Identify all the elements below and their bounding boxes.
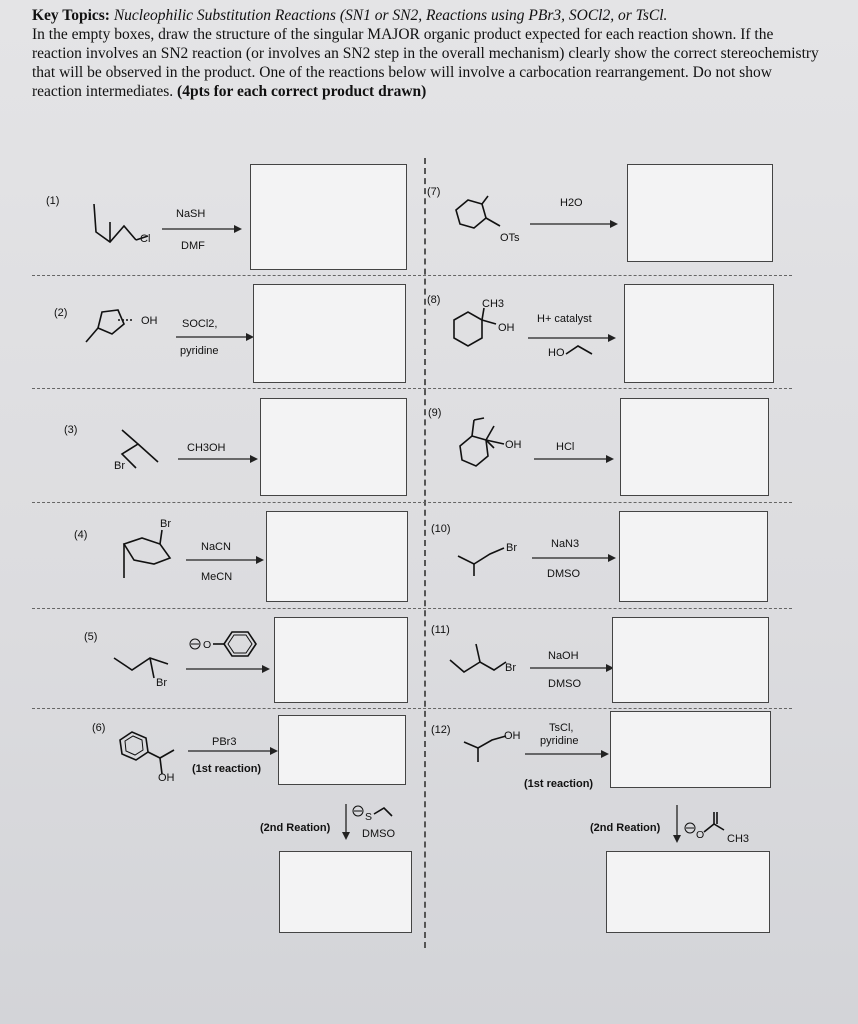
- reaction-11-reagent-top: NaOH: [548, 650, 579, 662]
- reaction-12-first-answer-box[interactable]: [610, 711, 771, 788]
- reaction-6-second-reagent: DMSO: [362, 828, 395, 840]
- reaction-1-reagent-bottom: DMF: [181, 240, 205, 252]
- reaction-9-reagent: HCl: [556, 441, 575, 453]
- reaction-7-arrow: [530, 219, 618, 229]
- reaction-1-arrow: [162, 224, 242, 234]
- reaction-6-reagent-top: PBr3: [212, 736, 237, 748]
- reaction-6-sulfur: S: [365, 811, 373, 823]
- reaction-8-arrow: [528, 333, 616, 343]
- reaction-11-answer-box[interactable]: [612, 617, 769, 703]
- reaction-3-bromide: Br: [114, 460, 125, 472]
- reaction-8-answer-box[interactable]: [624, 284, 774, 383]
- reaction-2-reagent-top: SOCl2,: [182, 318, 218, 330]
- reaction-4-reactant: [116, 522, 176, 582]
- reaction-7-reagent: H2O: [560, 197, 583, 209]
- reaction-6-first-step-label: (1st reaction): [192, 763, 262, 775]
- reaction-11-reagent-bottom: DMSO: [548, 678, 581, 690]
- reaction-4-answer-box[interactable]: [266, 511, 408, 602]
- reaction-9-number: (9): [428, 407, 442, 419]
- reaction-9-hydroxyl: OH: [505, 439, 522, 451]
- row-divider-4: [32, 608, 792, 609]
- reaction-10-number: (10): [431, 523, 451, 535]
- instructions-text: In the empty boxes, draw the structure of the singular MAJOR organic product expected for each reaction shown. If the reaction involves an SN2 reaction (or involves an SN2 step in the overall mechanism) clearly show the correct stereochemistry that will be observed in the product. One of the reactions below will involve a carbocation rearrangement. Do not show reaction intermediates.: [32, 26, 819, 100]
- reaction-12-hydroxyl: OH: [504, 730, 521, 742]
- reaction-11-bromide: Br: [505, 662, 516, 674]
- row-divider-2: [32, 388, 792, 389]
- reaction-5-nucleophile-oxygen: O: [203, 639, 212, 651]
- reaction-10-arrow: [532, 553, 616, 563]
- reaction-2-number: (2): [54, 307, 68, 319]
- row-divider-1: [32, 275, 792, 276]
- reaction-12-first-step-label: (1st reaction): [524, 778, 594, 790]
- reaction-5-number: (5): [84, 631, 98, 643]
- reaction-6-second-answer-box[interactable]: [279, 851, 412, 933]
- reaction-2-hydroxyl: OH: [141, 315, 158, 327]
- reaction-9-answer-box[interactable]: [620, 398, 769, 496]
- reaction-4-bromide: Br: [160, 518, 171, 530]
- key-topics-label: Key Topics:: [32, 7, 110, 24]
- reaction-12-second-step-label: (2nd Reation): [590, 822, 661, 834]
- points-text: (4pts for each correct product drawn): [177, 83, 427, 100]
- row-divider-3: [32, 502, 792, 503]
- reaction-8-number: (8): [427, 294, 441, 306]
- reaction-9-arrow: [534, 454, 614, 464]
- reaction-7-reactant: [448, 196, 508, 246]
- reaction-1-answer-box[interactable]: [250, 164, 407, 270]
- reaction-8-solvent: HO: [548, 347, 565, 359]
- reaction-6-second-arrow: [341, 804, 351, 840]
- reaction-6-hydroxyl: OH: [158, 772, 175, 784]
- reaction-10-reagent-top: NaN3: [551, 538, 580, 550]
- reaction-12-methyl: CH3: [727, 833, 750, 845]
- reaction-2-answer-box[interactable]: [253, 284, 406, 383]
- reaction-8-catalyst: H+ catalyst: [537, 313, 592, 325]
- reaction-11-number: (11): [431, 624, 450, 636]
- reaction-10-reagent-bottom: DMSO: [547, 568, 580, 580]
- reaction-4-reagent-bottom: MeCN: [201, 571, 233, 583]
- reaction-12-reagent-top: TsCl,: [549, 722, 574, 734]
- reaction-2-reactant: [82, 300, 142, 350]
- reaction-8-methyl: CH3: [482, 298, 505, 310]
- reaction-2-arrow: [176, 332, 254, 342]
- reaction-6-second-nucleophile: [352, 800, 422, 826]
- reaction-6-arrow: [188, 746, 278, 756]
- worksheet-header: [32, 6, 822, 101]
- reaction-11-arrow: [530, 663, 614, 673]
- reaction-7-leaving-group: OTs: [500, 232, 520, 244]
- reaction-10-bromide: Br: [506, 542, 517, 554]
- reaction-8-hydroxyl: OH: [498, 322, 515, 334]
- reaction-6-number: (6): [92, 722, 106, 734]
- reaction-5-answer-box[interactable]: [274, 617, 408, 703]
- column-divider: [424, 158, 426, 948]
- reaction-10-answer-box[interactable]: [619, 511, 768, 602]
- reaction-12-number: (12): [431, 724, 451, 736]
- reaction-6-first-answer-box[interactable]: [278, 715, 406, 785]
- reaction-12-arrow: [525, 749, 609, 759]
- reaction-2-reagent-bottom: pyridine: [180, 345, 219, 357]
- reaction-12-second-arrow: [672, 805, 682, 843]
- reaction-8-solvent-chain: [566, 344, 598, 360]
- reaction-12-oxygen: O: [696, 829, 705, 841]
- reaction-3-arrow: [178, 454, 258, 464]
- reaction-3-answer-box[interactable]: [260, 398, 407, 496]
- reaction-12-reagent-bottom: pyridine: [540, 735, 579, 747]
- reaction-1-reagent-top: NaSH: [176, 208, 206, 220]
- reaction-1-number: (1): [46, 195, 60, 207]
- reaction-5-bromide: Br: [156, 677, 167, 689]
- reaction-1-leaving-group: Cl: [140, 233, 151, 245]
- reaction-4-number: (4): [74, 529, 88, 541]
- reaction-12-second-answer-box[interactable]: [606, 851, 770, 933]
- reaction-7-number: (7): [427, 186, 441, 198]
- reaction-6-second-step-label: (2nd Reation): [260, 822, 331, 834]
- reaction-3-reagent: CH3OH: [187, 442, 226, 454]
- reaction-10-reactant: [454, 540, 509, 580]
- reaction-1-reactant: [88, 196, 158, 256]
- reaction-7-answer-box[interactable]: [627, 164, 773, 262]
- row-divider-5: [32, 708, 792, 709]
- reaction-4-arrow: [186, 555, 264, 565]
- reaction-5-reactant: [110, 640, 180, 680]
- key-topics-text: Nucleophilic Substitution Reactions (SN1 or SN2, Reactions using PBr3, SOCl2, or TsCl.: [113, 7, 668, 24]
- reaction-5-arrow: [186, 664, 270, 674]
- reaction-3-number: (3): [64, 424, 78, 436]
- reaction-4-reagent-top: NaCN: [201, 541, 231, 553]
